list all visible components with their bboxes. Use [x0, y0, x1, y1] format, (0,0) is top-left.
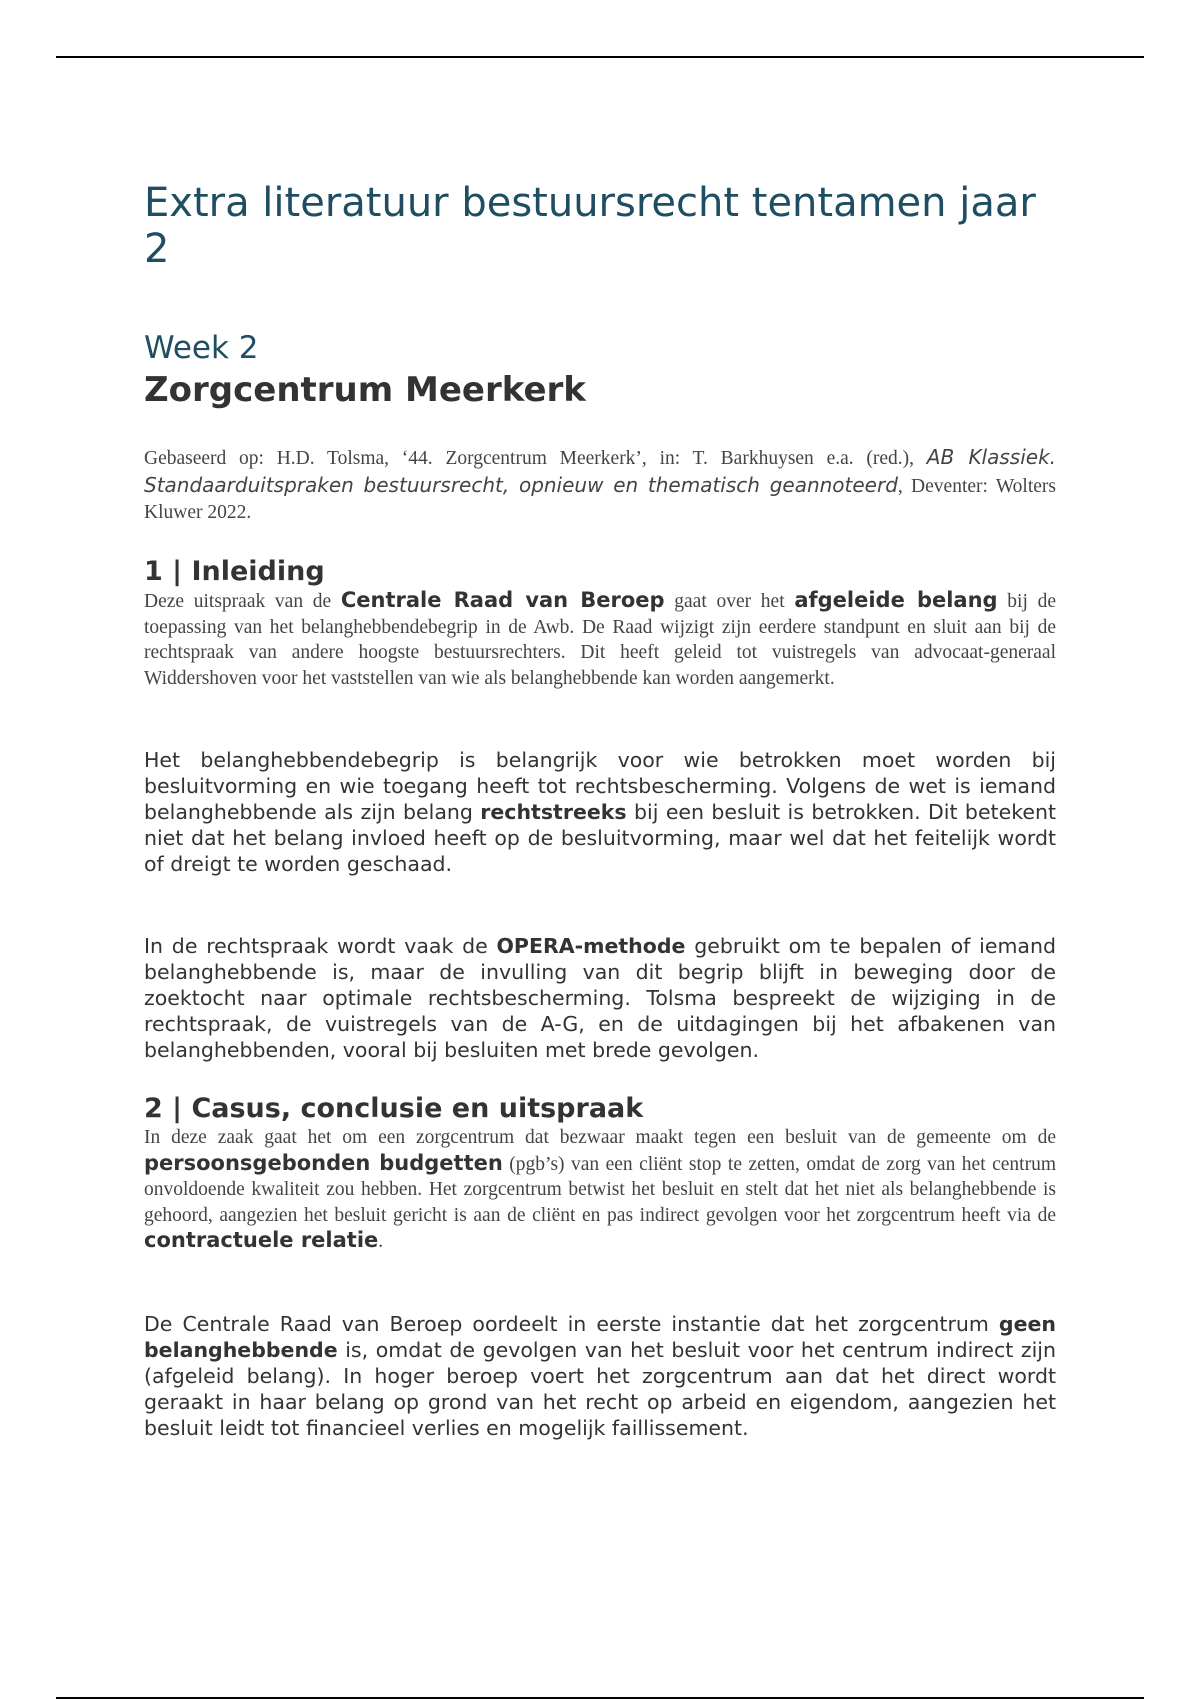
text: gebruikt om te bepalen of iemand belanghebbende is, maar de invulling van dit begrip blijft in beweging door de zoektocht naar optimale rechtsbescherming. Tolsma bespreekt de wijziging in de rechtspraak, de vuistregels van de A-G, en de uitdagingen bij het afbakenen van belanghebbenden, vooral bij besluiten met brede gevolgen. [144, 934, 1057, 1062]
text: . [378, 1231, 384, 1252]
bold-term: Centrale Raad van Beroep [340, 588, 665, 612]
top-rule [56, 56, 1144, 58]
source-book-title: AB Klassiek. Standaarduitspraken bestuursrecht, opnieuw en thematisch geannoteerd [144, 445, 1057, 497]
bold-term: geen belanghebbende [144, 1311, 1056, 1362]
bottom-rule [56, 1697, 1144, 1699]
bold-term: persoonsgebonden budgetten [144, 1150, 503, 1175]
inleiding-paragraph-2 [144, 747, 1056, 877]
section-heading-casus: 2 | Casus, conclusie en uitspraak [144, 1093, 644, 1124]
source-citation [144, 444, 1056, 526]
document-title: Extra literatuur bestuursrecht tentamen jaar 2 [144, 180, 1036, 272]
case-title: Zorgcentrum Meerkerk [144, 370, 586, 410]
text: In de rechtspraak wordt vaak de [144, 934, 497, 958]
bold-term: rechtstreeks [480, 800, 627, 824]
text: De Centrale Raad van Beroep oordeelt in eerste instantie dat het zorgcentrum [144, 1311, 999, 1336]
text: bij een besluit is betrokken. Dit betekent niet dat het belang invloed heeft op de besluitvorming, maar wel dat het feitelijk wordt of dreigt te worden geschaad. [144, 800, 1056, 876]
text: gaat over het [664, 591, 795, 612]
text: is, omdat de gevolgen van het besluit voor het centrum indirect zijn (afgeleid belang). In hoger beroep voert het zorgcentrum aan dat het direct wordt geraakt in haar belang op grond van het recht op arbeid en eigendom, aangezien het besluit leidt tot financieel verlies en mogelijk faillissement. [144, 1337, 1056, 1440]
document-page [144, 180, 1056, 1441]
text: Deze uitspraak van de [144, 591, 341, 612]
text: In deze zaak gaat het om een zorgcentrum dat bezwaar maakt tegen een besluit van de gemeente om de [144, 1127, 1056, 1148]
bold-term: afgeleide belang [794, 588, 998, 612]
inleiding-paragraph-3 [144, 933, 1056, 1063]
bold-term: contractuele relatie [144, 1228, 379, 1252]
inleiding-paragraph-1 [144, 588, 1056, 691]
casus-paragraph-1 [144, 1125, 1056, 1255]
bold-term: OPERA-methode [496, 934, 686, 958]
text: Het belanghebbendebegrip is belangrijk voor wie betrokken moet worden bij besluitvorming en wie toegang heeft tot rechtsbescherming. Volgens de wet is iemand belanghebbende als zijn belang [144, 748, 1056, 824]
casus-paragraph-2 [144, 1311, 1056, 1441]
source-suffix: , Deventer: Wolters Kluwer 2022. [144, 476, 1056, 523]
section-heading-inleiding: 1 | Inleiding [144, 556, 325, 587]
text: bij de toepassing van het belanghebbendebegrip in de Awb. De Raad wijzigt zijn eerdere standpunt en sluit aan bij de rechtspraak van andere hoogste bestuursrechters. Dit heeft geleid tot vuistregels van advocaat-generaal Widdershoven voor het vaststellen van wie als belanghebbende kan worden aangemerkt. [144, 591, 1056, 689]
source-prefix: Gebaseerd op: H.D. Tolsma, ‘44. Zorgcentrum Meerkerk’, in: T. Barkhuysen e.a. (red.), [144, 448, 927, 469]
text: (pgb’s) van een cliënt stop te zetten, omdat de zorg van het centrum onvoldoende kwaliteit zou hebben. Het zorgcentrum betwist het besluit en stelt dat het niet als belanghebbende is gehoord, aangezien het besluit gericht is aan de cliënt en pas indirect gevolgen voor het zorgcentrum heeft via de [144, 1153, 1056, 1226]
week-heading: Week 2 [144, 330, 259, 366]
